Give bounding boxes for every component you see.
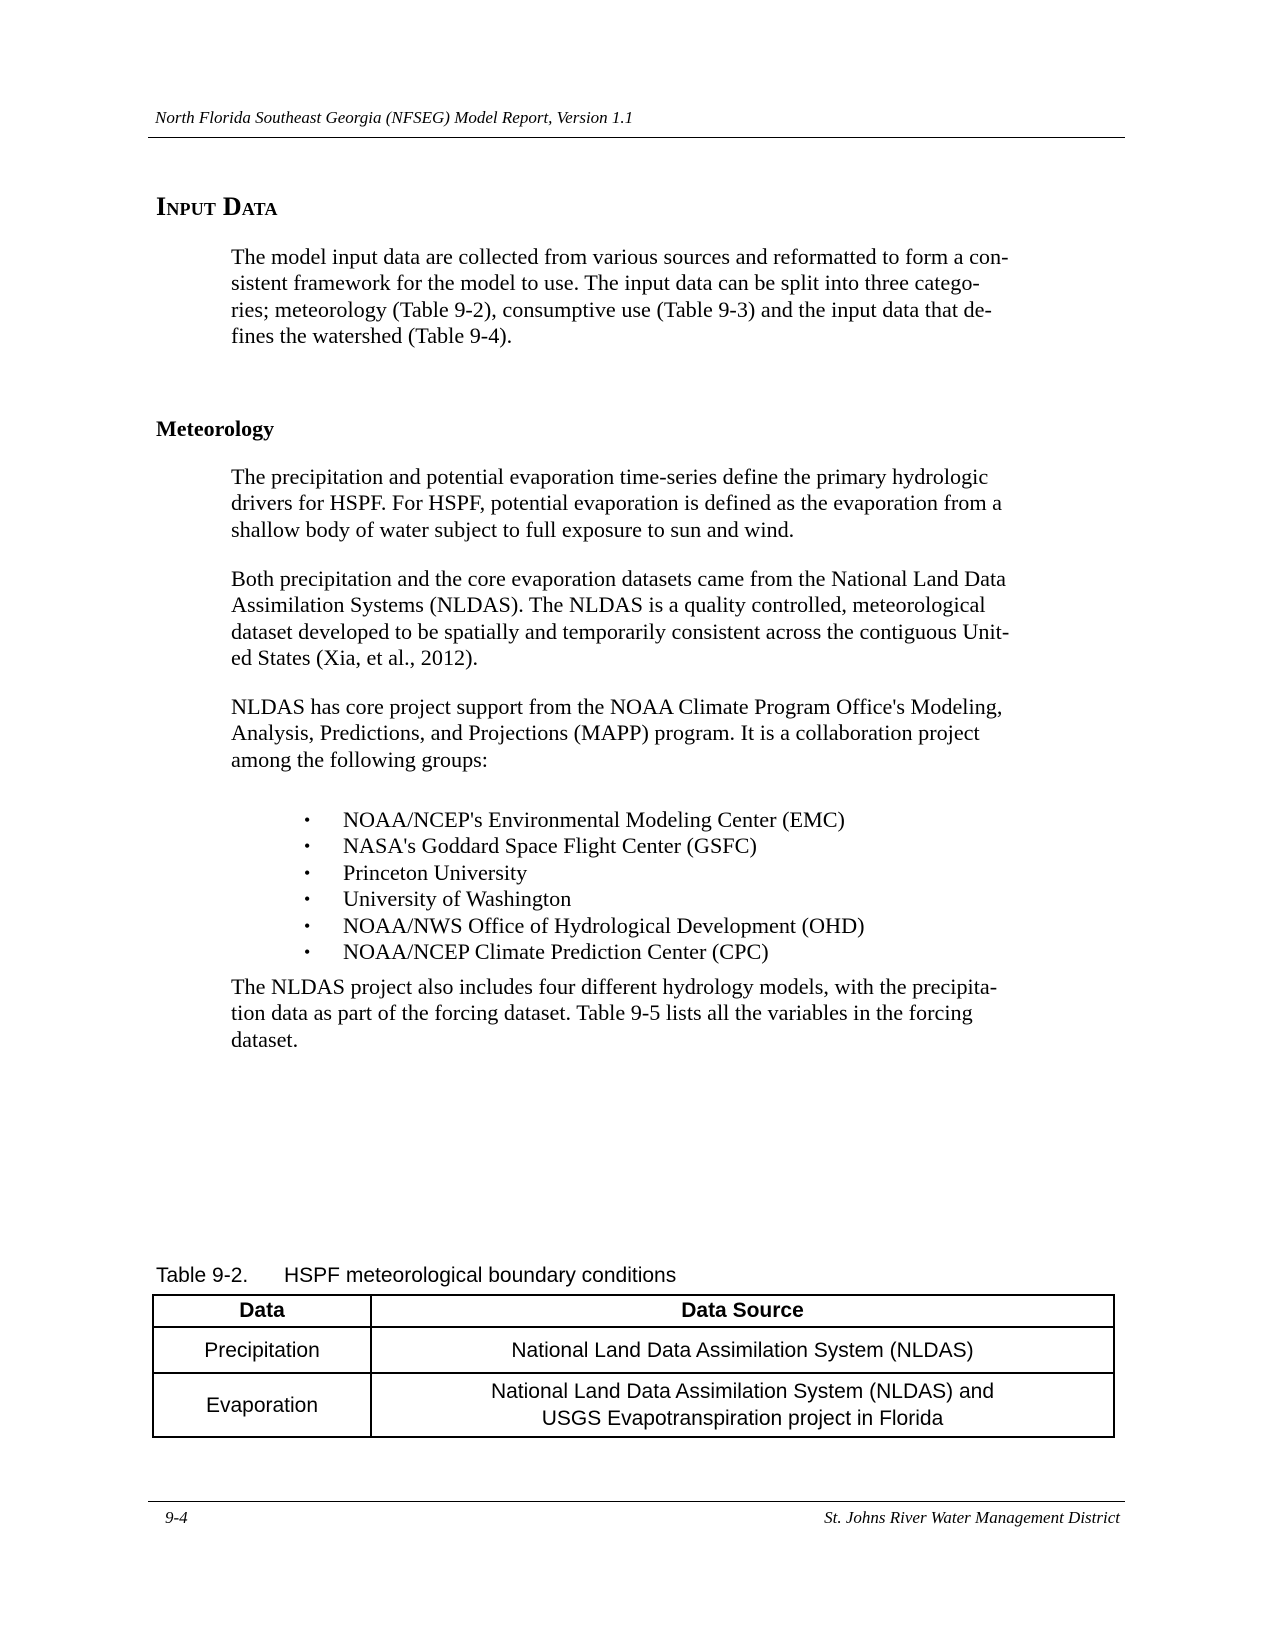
- list-item: [300, 886, 864, 912]
- text-line: shallow body of water subject to full exposure to sun and wind.: [231, 516, 795, 542]
- bullet-icon: •: [304, 915, 311, 936]
- table-cell-source: [371, 1373, 1114, 1437]
- list-item: [300, 939, 864, 965]
- bullet-icon: •: [304, 836, 311, 857]
- text-line: The model input data are collected from various sources and reformatted to form a con-: [231, 244, 1009, 269]
- bullet-icon: •: [304, 862, 311, 883]
- list-item-label: Princeton University: [343, 859, 528, 885]
- bullet-icon: •: [304, 942, 311, 963]
- cell-text-line: USGS Evapotranspiration project in Florida: [541, 1407, 944, 1430]
- table-row: [153, 1373, 1114, 1437]
- text-line: tion data as part of the forcing dataset. Table 9-5 lists all the variables in the forcing: [231, 1000, 973, 1026]
- table-cell-source: [371, 1327, 1114, 1373]
- list-item: [300, 860, 864, 886]
- table-caption-text: HSPF meteorological boundary conditions: [284, 1264, 677, 1287]
- column-header: Data Source: [371, 1295, 1114, 1327]
- text-line: Assimilation Systems (NLDAS). The NLDAS is a quality controlled, meteorological: [231, 592, 986, 618]
- list-item: [300, 833, 864, 859]
- meteorology-paragraph-1: [231, 464, 1111, 543]
- intro-paragraph: [231, 244, 1111, 350]
- list-item-label: University of Washington: [343, 886, 572, 912]
- list-item-label: NOAA/NCEP's Environmental Modeling Center (EMC): [343, 807, 845, 832]
- text-line: ries; meteorology (Table 9-2), consumptive use (Table 9-3) and the input data that de-: [231, 296, 992, 322]
- table-cell-data: Evaporation: [153, 1373, 371, 1437]
- list-item-label: NASA's Goddard Space Flight Center (GSFC): [343, 833, 757, 859]
- footer-organization: St. Johns River Water Management District: [824, 1508, 1120, 1527]
- text-line: NLDAS has core project support from the NOAA Climate Program Office's Modeling,: [231, 694, 1003, 719]
- footer-divider: [148, 1501, 1125, 1502]
- table-header-row: [153, 1295, 1114, 1327]
- column-header: Data: [153, 1295, 371, 1327]
- header-divider: [148, 137, 1125, 138]
- text-line: The precipitation and potential evaporation time-series define the primary hydrologic: [231, 464, 989, 489]
- groups-list: [300, 807, 864, 965]
- table-caption: [156, 1264, 676, 1288]
- text-line: drivers for HSPF. For HSPF, potential evaporation is defined as the evaporation from a: [231, 490, 1003, 516]
- page-number: 9-4: [165, 1508, 188, 1527]
- table-cell-data: Precipitation: [153, 1327, 371, 1373]
- subsection-heading: Meteorology: [156, 416, 275, 441]
- bullet-icon: •: [304, 889, 311, 910]
- running-header: North Florida Southeast Georgia (NFSEG) Model Report, Version 1.1: [155, 108, 634, 127]
- text-line: Both precipitation and the core evaporation datasets came from the National Land Data: [231, 566, 1007, 591]
- list-item-label: NOAA/NWS Office of Hydrological Development (OHD): [343, 912, 865, 938]
- meteorology-paragraph-3: [231, 694, 1111, 773]
- text-line: among the following groups:: [231, 746, 488, 772]
- list-item: [300, 807, 864, 833]
- table-caption-number: Table 9-2.: [156, 1264, 249, 1287]
- cell-text-line: National Land Data Assimilation System (NLDAS) and: [490, 1380, 995, 1403]
- list-item: [300, 913, 864, 939]
- text-line: Analysis, Predictions, and Projections (MAPP) program. It is a collaboration project: [231, 720, 980, 746]
- text-line: dataset developed to be spatially and temporarily consistent across the contiguous Unit-: [231, 618, 1010, 644]
- text-line: fines the watershed (Table 9-4).: [231, 323, 513, 349]
- meteorology-paragraph-2: [231, 566, 1111, 672]
- cell-text-line: National Land Data Assimilation System (NLDAS): [511, 1338, 974, 1362]
- table-row: [153, 1327, 1114, 1373]
- boundary-conditions-table: [152, 1294, 1115, 1438]
- bullet-icon: •: [304, 810, 311, 830]
- section-heading: Input Data: [156, 192, 278, 221]
- list-item-label: NOAA/NCEP Climate Prediction Center (CPC): [343, 939, 769, 965]
- text-line: The NLDAS project also includes four different hydrology models, with the precipita-: [231, 974, 998, 999]
- text-line: sistent framework for the model to use. The input data can be split into three catego-: [231, 270, 980, 296]
- text-line: dataset.: [231, 1026, 299, 1052]
- text-line: ed States (Xia, et al., 2012).: [231, 645, 479, 671]
- meteorology-paragraph-4: [231, 974, 1111, 1053]
